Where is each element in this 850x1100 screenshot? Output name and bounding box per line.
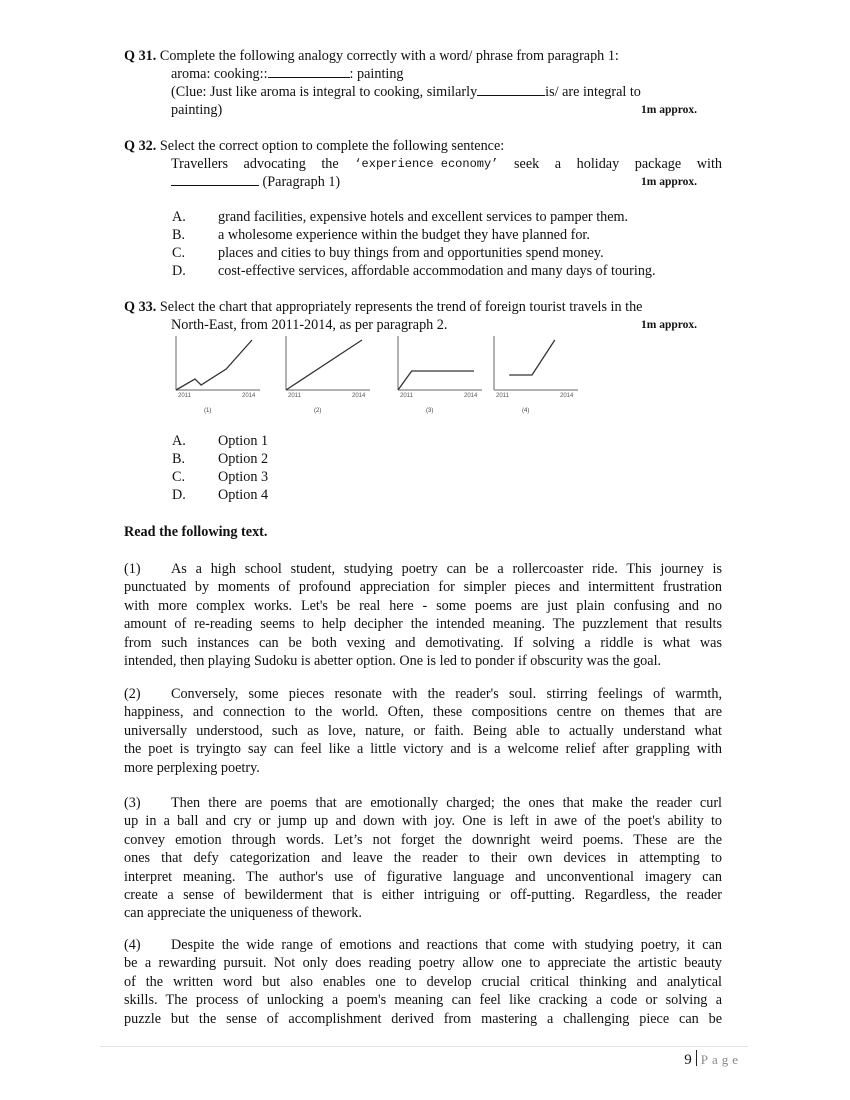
paragraph-text: ones that defy categorization and leave the reader to their own devices in attempting to <box>124 850 722 867</box>
q32-marks: 1m approx. <box>641 176 698 188</box>
paragraph-text: with more complex works. Let's be real here - some poems are just plain confusing and no <box>124 597 722 614</box>
q31-analogy-right: : painting <box>349 66 404 82</box>
paragraph-line <box>124 904 722 922</box>
paragraph-text: more perplexing poetry. <box>124 759 260 776</box>
paragraph-text: Despite the wide range of emotions and reactions that come with studying poetry, it can <box>171 937 722 953</box>
paragraph-number: (2) <box>124 686 141 702</box>
q31-clue-text: (Clue: Just like aroma is integral to cooking, similarly <box>171 84 478 100</box>
q32-stem-end <box>171 173 340 191</box>
q32-prompt: Select the correct option to complete the following sentence: <box>159 138 505 154</box>
trend-line <box>398 371 474 390</box>
q32-prompt-line <box>124 137 504 155</box>
page-label: Page <box>700 1052 742 1067</box>
paragraph-text: be a rewarding pursuit. Not only does reading poetry allow one to appreciate the artistic beauty <box>124 955 722 972</box>
q32-stem-a: Travellers advocating the <box>171 156 339 172</box>
paragraph-text: universally understood, such as love, nature, or faith. Being able to actually understand what <box>124 722 722 739</box>
paragraph-text: intended, then playing Sudoku is abetter option. One is led to ponder if obscurity was the goal. <box>124 652 662 669</box>
answer-blank[interactable] <box>477 83 545 96</box>
q33-prompt: Select the chart that appropriately represents the trend of foreign tourist travels in the <box>159 299 643 315</box>
option-letter: A. <box>172 433 186 449</box>
option-text: Option 4 <box>218 487 269 503</box>
trend-chart-3 <box>392 332 492 422</box>
q32-paragraph-ref: (Paragraph 1) <box>262 174 341 190</box>
chart-label: (2) <box>314 408 322 414</box>
q31-clue-end: painting) <box>171 102 223 118</box>
q32-number: Q 32. <box>124 138 157 154</box>
q31-prompt: Complete the following analogy correctly with a word/ phrase from paragraph 1: <box>159 48 619 64</box>
q31-number: Q 31. <box>124 48 157 64</box>
chart-canvas <box>488 332 578 402</box>
option-letter: D. <box>172 263 186 279</box>
footer-separator <box>696 1050 697 1066</box>
chart-label: (3) <box>426 408 434 414</box>
paragraph-text: Then there are poems that are emotionally charged; the ones that make the reader curl <box>171 795 722 811</box>
option-text: Option 3 <box>218 469 269 485</box>
paragraph-line <box>124 1010 722 1028</box>
trend-chart-4 <box>488 332 588 422</box>
x-tick-end: 2014 <box>242 393 256 399</box>
paragraph-line <box>124 597 722 615</box>
paragraph-line <box>124 722 722 740</box>
reading-paragraph <box>124 794 722 923</box>
option-text: Option 1 <box>218 433 269 449</box>
answer-blank[interactable] <box>268 65 350 78</box>
option-letter: C. <box>172 469 186 485</box>
q33-number: Q 33. <box>124 299 157 315</box>
paragraph-line <box>124 812 722 830</box>
x-tick-end: 2014 <box>560 393 574 399</box>
paragraph-text: punctuated by moments of profound appreciation for simpler pieces and intermittent frustration <box>124 579 722 596</box>
x-tick-start: 2011 <box>178 393 191 399</box>
paragraph-line <box>124 936 722 954</box>
q33-prompt-cont: North-East, from 2011-2014, as per paragraph 2. <box>171 317 448 333</box>
paragraph-line <box>124 886 722 904</box>
paragraph-line <box>124 578 722 596</box>
paragraph-text: amount of re-reading seems to help decipher the intended meaning. The puzzlement that results <box>124 616 722 633</box>
x-tick-end: 2014 <box>352 393 366 399</box>
option-text: Option 2 <box>218 451 269 467</box>
chart-canvas <box>280 332 370 402</box>
paragraph-text: convey emotion through words. Let’s not forget the downright weird poems. These are the <box>124 831 722 848</box>
option-letter: D. <box>172 487 186 503</box>
trend-line <box>286 340 362 390</box>
paragraph-line <box>124 794 722 812</box>
paragraph-text: can appreciate the uniqueness of thework. <box>124 905 362 922</box>
trend-chart-2 <box>280 332 380 422</box>
paragraph-line <box>124 868 722 886</box>
paragraph-text: puzzle but the sense of accomplishment derived from mastering a challenging piece can be <box>124 1010 722 1027</box>
q31-analogy <box>171 65 404 83</box>
option-text: grand facilities, expensive hotels and excellent services to pamper them. <box>218 209 629 225</box>
paragraph-line <box>124 634 722 652</box>
option-text: places and cities to buy things from and opportunities spend money. <box>218 245 604 261</box>
x-tick-start: 2011 <box>288 393 301 399</box>
paragraph-line <box>124 560 722 578</box>
paragraph-line <box>124 991 722 1009</box>
option-letter: C. <box>172 245 186 261</box>
trend-chart-1 <box>170 332 270 422</box>
option-text: a wholesome experience within the budget they have planned for. <box>218 227 590 243</box>
trend-charts <box>170 332 590 422</box>
paragraph-text: As a high school student, studying poetry can be a rollercoaster ride. This journey is <box>171 561 722 577</box>
paragraph-text: create a sense of bewilderment that is either intriguing or off-putting. Regardless, the reader <box>124 886 722 903</box>
x-tick-start: 2011 <box>496 393 509 399</box>
paragraph-number: (1) <box>124 561 141 577</box>
option-letter: B. <box>172 451 186 467</box>
q31-clue-text-cont: is/ are integral to <box>545 84 641 100</box>
paragraph-line <box>124 759 722 777</box>
q31-prompt-line <box>124 47 619 65</box>
q32-stem-b: seek a holiday package with <box>514 156 722 172</box>
page-footer <box>684 1050 742 1069</box>
chart-label: (4) <box>522 408 530 414</box>
paragraph-line <box>124 615 722 633</box>
chart-label: (1) <box>204 408 212 414</box>
paragraph-text: from such instances can be both vexing and demotivating. If solving a riddle is what was <box>124 634 722 651</box>
q31-analogy-left: aroma: cooking:: <box>171 66 268 82</box>
option-letter: B. <box>172 227 186 243</box>
paragraph-text: up in a ball and cry or jump up and down with joy. One is left in awe of the poet's ability to <box>124 813 722 830</box>
paragraph-text: the poet is tryingto say can feel like a little victory and is a welcome relief after grappling with <box>124 741 722 758</box>
paragraph-number: (4) <box>124 937 141 953</box>
paragraph-text: Conversely, some pieces resonate with the reader's soul. stirring feelings of warmth, <box>171 686 722 702</box>
paragraph-line <box>124 831 722 849</box>
x-tick-start: 2011 <box>400 393 413 399</box>
answer-blank[interactable] <box>171 173 259 186</box>
paragraph-text: happiness, and connection to the world. Often, these compositions centre on themes that are <box>124 704 722 721</box>
reading-paragraph <box>124 560 722 670</box>
chart-canvas <box>392 332 482 402</box>
paragraph-line <box>124 740 722 758</box>
option-text: cost-effective services, affordable accommodation and many days of touring. <box>218 263 656 279</box>
q33-prompt-line <box>124 298 642 316</box>
paragraph-number: (3) <box>124 795 141 811</box>
reading-paragraph <box>124 685 722 777</box>
q31-clue <box>171 83 722 101</box>
paragraph-line <box>124 954 722 972</box>
trend-line <box>176 340 252 390</box>
paragraph-text: interpret meaning. The author's use of figurative language and unconventional imagery can <box>124 868 722 885</box>
q31-marks: 1m approx. <box>641 104 698 116</box>
q33-marks: 1m approx. <box>641 319 698 331</box>
paragraph-line <box>124 652 722 670</box>
paragraph-text: of the written word but also enables one to develop crucial critical thinking and analytical <box>124 973 722 990</box>
reading-heading: Read the following text. <box>124 524 268 540</box>
page-number: 9 <box>684 1052 692 1068</box>
chart-canvas <box>170 332 260 402</box>
reading-paragraph <box>124 936 722 1028</box>
paragraph-line <box>124 973 722 991</box>
paragraph-line <box>124 849 722 867</box>
x-tick-end: 2014 <box>464 393 478 399</box>
paragraph-line <box>124 703 722 721</box>
q32-stem-quote: ‘experience economy’ <box>354 157 499 171</box>
footer-divider <box>100 1046 748 1047</box>
paragraph-line <box>124 685 722 703</box>
paragraph-text: skills. The process of unlocking a poem's meaning can feel like cracking a code or solving a <box>124 992 722 1009</box>
trend-line <box>509 340 555 375</box>
q32-stem <box>171 155 722 173</box>
option-letter: A. <box>172 209 186 225</box>
